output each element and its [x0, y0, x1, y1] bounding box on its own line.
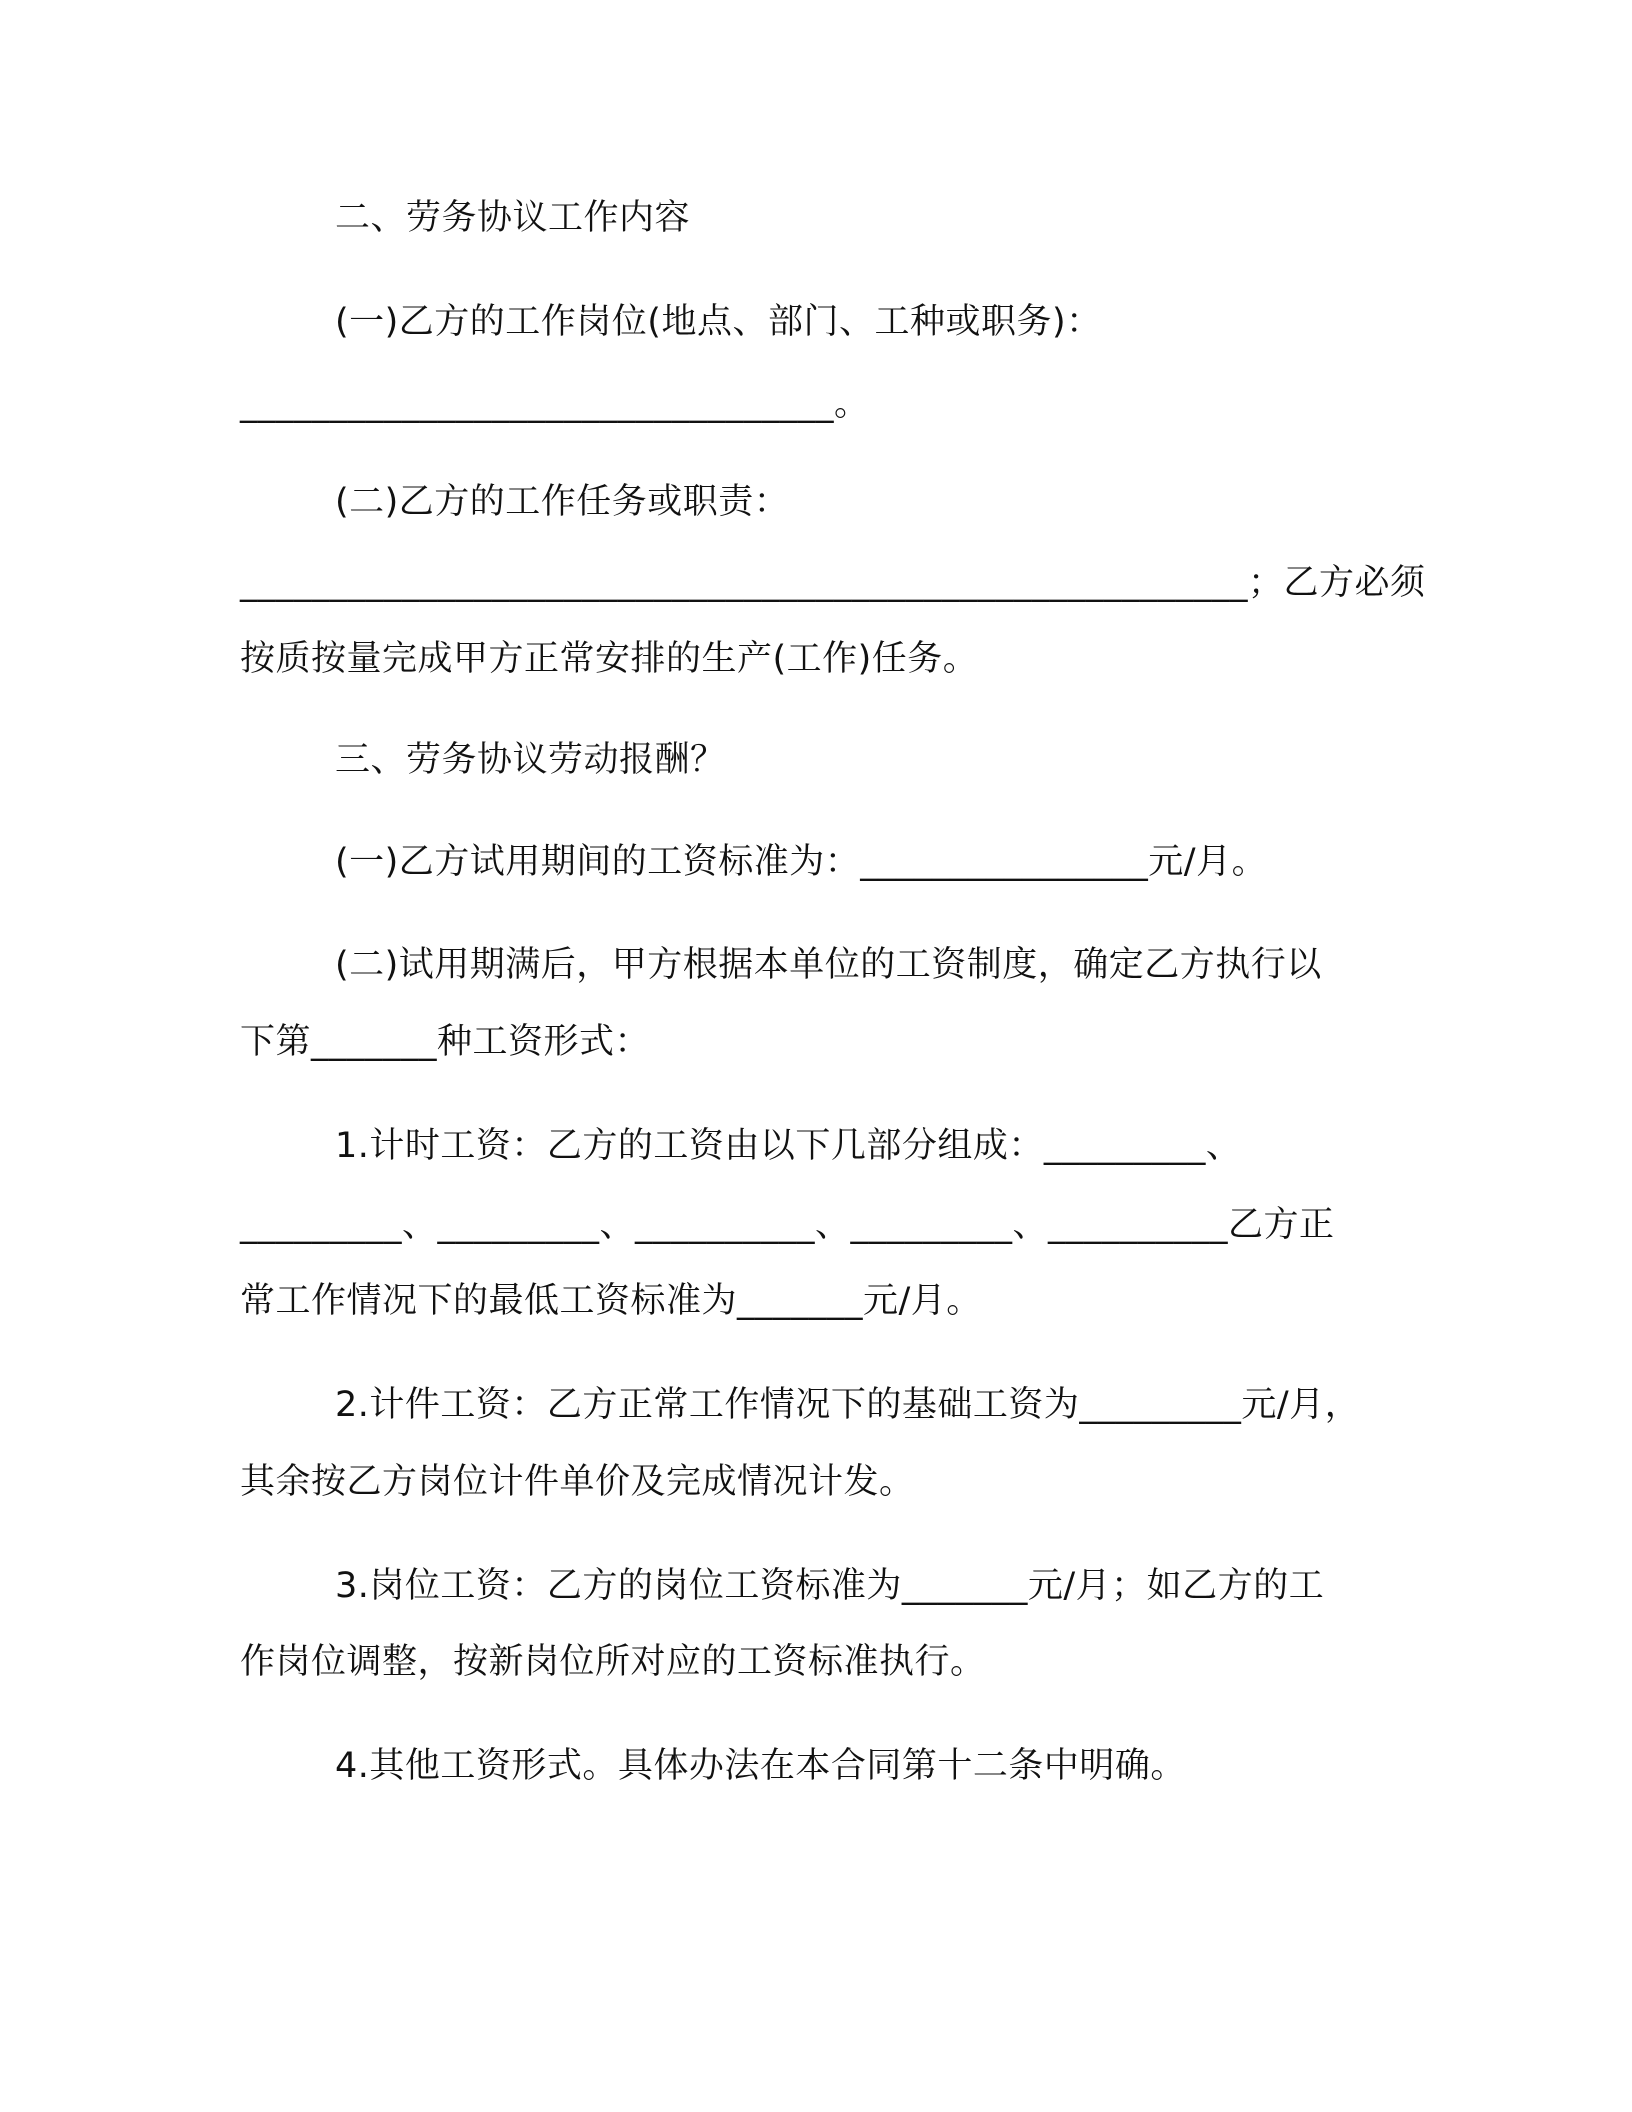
paragraph-other-wage: 4.其他工资形式。具体办法在本合同第十二条中明确。 — [335, 1746, 1186, 1786]
paragraph-probation-wage: (一)乙方试用期间的工资标准为：________________元/月。 — [335, 842, 1268, 882]
paragraph-after-probation: (二)试用期满后，甲方根据本单位的工资制度，确定乙方执行以 — [335, 945, 1322, 985]
paragraph-piece-wage: 2.计件工资：乙方正常工作情况下的基础工资为_________元/月， — [335, 1385, 1361, 1425]
paragraph-line-minimum-wage: 常工作情况下的最低工资标准为_______元/月。 — [240, 1281, 982, 1321]
paragraph-position-wage: 3.岗位工资：乙方的岗位工资标准为_______元/月；如乙方的工 — [335, 1566, 1325, 1606]
paragraph-line-piece-rate: 其余按乙方岗位计件单价及完成情况计发。 — [240, 1462, 915, 1502]
paragraph-line-wage-form: 下第_______种工资形式： — [240, 1022, 651, 1062]
blank-line-work-position: _________________________________。 — [240, 384, 870, 424]
section-heading-work-content: 二、劳务协议工作内容 — [335, 198, 691, 238]
paragraph-line-position-adjust: 作岗位调整，按新岗位所对应的工资标准执行。 — [240, 1642, 986, 1682]
paragraph-time-wage: 1.计时工资：乙方的工资由以下几部分组成：_________、 — [335, 1126, 1242, 1166]
paragraph-line-time-wage-parts: _________、_________、__________、_________、__________乙方正 — [240, 1205, 1335, 1245]
paragraph-work-duties: (二)乙方的工作任务或职责： — [335, 482, 790, 522]
paragraph-work-position: (一)乙方的工作岗位(地点、部门、工种或职务)： — [335, 302, 1102, 342]
blank-line-work-duties: ________________________________________________________；乙方必须 — [240, 563, 1426, 603]
paragraph-line-quality-task: 按质按量完成甲方正常安排的生产(工作)任务。 — [240, 639, 979, 679]
section-heading-remuneration: 三、劳务协议劳动报酬？ — [335, 740, 726, 780]
